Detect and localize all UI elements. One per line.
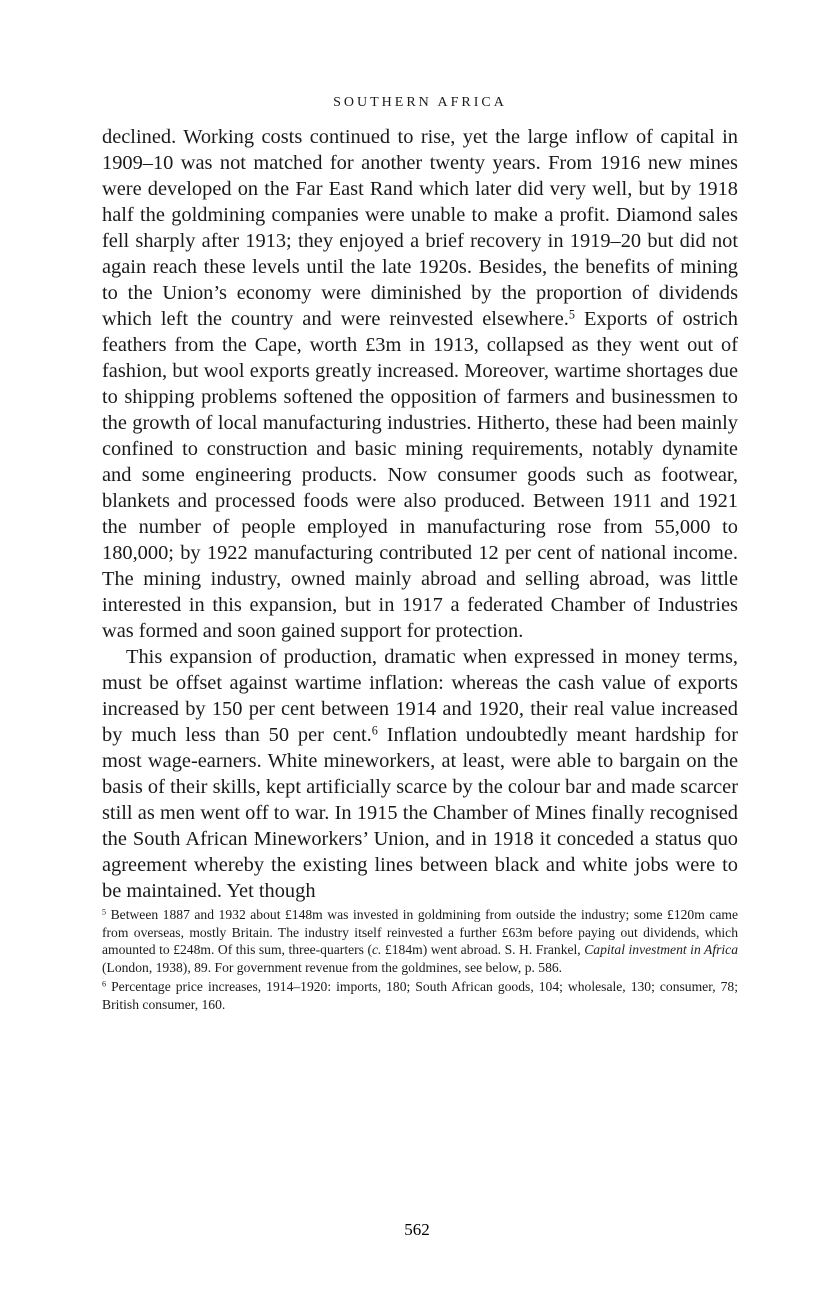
footnote-6 [102,978,738,1013]
paragraph-2-part-b: Inflation undoubtedly meant hardship for most wage-earners. White mineworkers, at least, were able to bargain on the basis of their skills, kept artificially scarce by the colour bar and made scarcer still as men went off to war. In 1915 the Chamber of Mines finally recognised the South African Mineworkers’ Union, and in 1918 it conceded a status quo agreement whereby the existing lines between black and white jobs were to be maintained. Yet though [102,724,738,902]
paragraph-2 [102,644,738,904]
footnote-ref-5[interactable]: 5 [568,307,575,322]
body-text [102,124,738,904]
book-page [102,88,738,1014]
footnote-5-circa: c. [371,942,382,958]
footnote-5-text-b: £184m) went abroad. S. H. Frankel, [381,942,585,958]
footnote-5-book-title: Capital investment in Africa [584,942,738,958]
footnote-6-number: 6 [102,979,107,989]
footnote-5 [102,906,738,976]
page-number: 562 [404,1220,430,1239]
footnote-6-text: Percentage price increases, 1914–1920: imports, 180; South African goods, 104; wholesale, 130; consumer, 78; British consumer, 160. [102,979,738,1012]
footnotes [102,906,738,1014]
footnote-ref-6[interactable]: 6 [371,723,378,738]
running-header: SOUTHERN AFRICA [333,95,507,110]
footnote-5-text-c: (London, 1938), 89. For government revenue from the goldmines, see below, p. 586. [102,959,563,975]
paragraph-1-part-a: declined. Working costs continued to rise, yet the large inflow of capital in 1909–10 was not matched for another twenty years. From 1916 new mines were developed on the Far East Rand which later did very well, but by 1918 half the goldmining companies were unable to make a profit. Diamond sales fell sharply after 1913; they enjoyed a brief recovery in 1919–20 but did not again reach these levels until the late 1920s. Besides, the benefits of mining to the Union’s economy were diminished by the proportion of dividends which left the country and were reinvested elsewhere. [102,126,738,330]
footnote-5-number: 5 [102,907,107,917]
paragraph-1-part-b: Exports of ostrich feathers from the Cape, worth £3m in 1913, collapsed as they went out of fashion, but wool exports greatly increased. Moreover, wartime shortages due to shipping problems softened the opposition of farmers and businessmen to the growth of local manufacturing industries. Hitherto, these had been mainly confined to construction and basic mining requirements, notably dynamite and some engineering products. Now consumer goods such as footwear, blankets and processed foods were also produced. Between 1911 and 1921 the number of people employed in manufacturing rose from 55,000 to 180,000; by 1922 manufacturing contributed 12 per cent of national income. The mining industry, owned mainly abroad and selling abroad, was little interested in this expansion, but in 1917 a federated Chamber of Industries was formed and soon gained support for protection. [102,308,738,642]
paragraph-1 [102,124,738,644]
footnote-5-text-a: Between 1887 and 1932 about £148m was invested in goldmining from outside the industry; some £120m came from overseas, mostly Britain. The industry itself reinvested a further £63m before paying out dividends, which amounted to £248m. Of this sum, three-quarters ( [102,907,738,958]
paragraph-2-part-a: This expansion of production, dramatic when expressed in money terms, must be offset against wartime inflation: whereas the cash value of exports increased by 150 per cent between 1914 and 1920, their real value increased by much less than 50 per cent. [102,646,738,746]
